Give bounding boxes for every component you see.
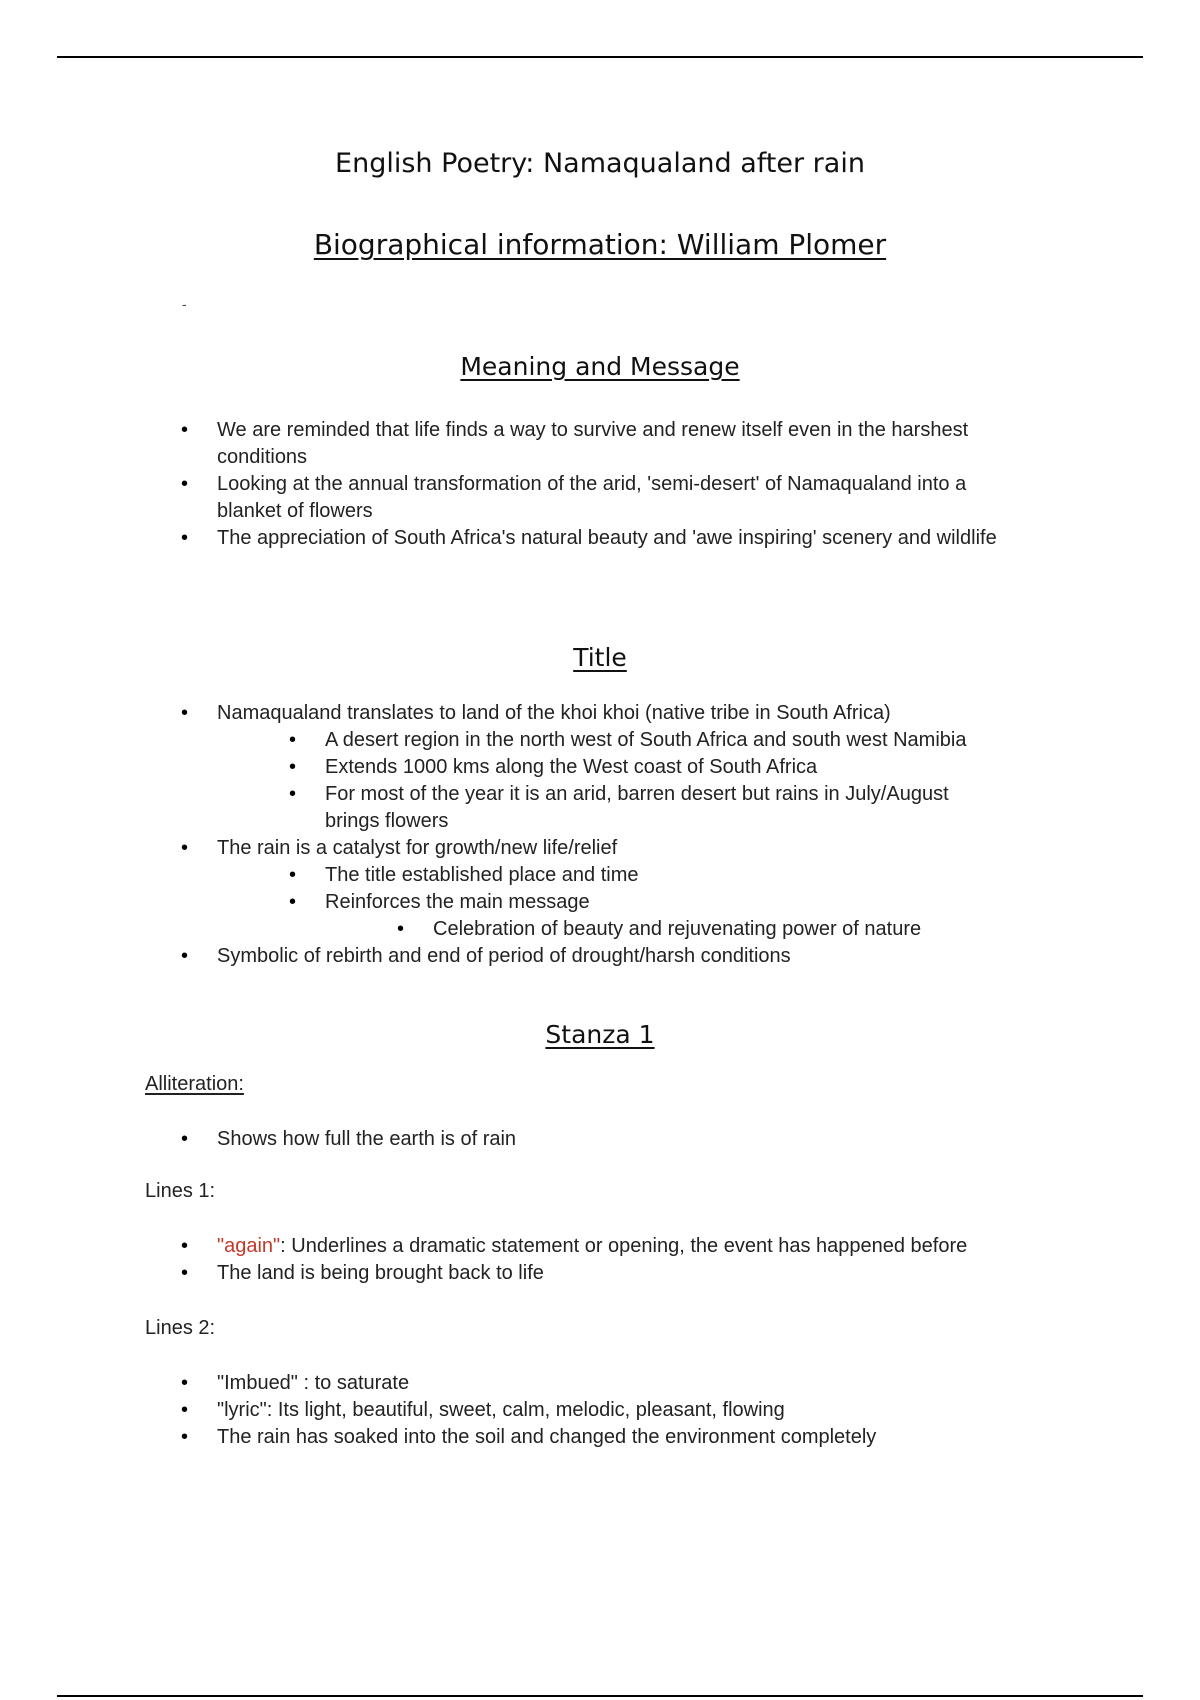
list-item-text: Reinforces the main message <box>325 891 590 913</box>
biography-heading: Biographical information: William Plomer <box>313 228 887 261</box>
lines1-label: Lines 1: <box>145 1180 216 1202</box>
title-section-heading: Title <box>573 643 627 672</box>
list-item <box>289 889 1001 943</box>
meaning-heading: Meaning and Message <box>460 352 740 381</box>
list-item: • The land is being brought back to life <box>181 1260 1001 1287</box>
biography-placeholder: - <box>182 296 187 312</box>
list-item-text: Namaqualand translates to land of the khoi khoi (native tribe in South Africa) <box>217 702 891 724</box>
list-item: • The title established place and time <box>289 862 1001 889</box>
list-item-text: The rain is a catalyst for growth/new life/relief <box>217 837 618 859</box>
quoted-word: "again" <box>217 1235 281 1257</box>
lines1-list <box>181 1233 1001 1287</box>
document-title: English Poetry: Namaqualand after rain <box>335 148 865 179</box>
list-item-text: : Underlines a dramatic statement or opening, the event has happened before <box>280 1235 968 1257</box>
sub-list <box>217 862 1001 943</box>
top-rule <box>57 56 1143 58</box>
list-item: • Symbolic of rebirth and end of period of drought/harsh conditions <box>181 943 1001 970</box>
list-item <box>181 700 1001 835</box>
list-item: • A desert region in the north west of South Africa and south west Namibia <box>289 727 1001 754</box>
stanza1-heading: Stanza 1 <box>545 1020 655 1049</box>
list-item: • For most of the year it is an arid, barren desert but rains in July/August brings flowers <box>289 781 1001 835</box>
list-item <box>181 1233 1001 1260</box>
list-item: • "lyric": Its light, beautiful, sweet, calm, melodic, pleasant, flowing <box>181 1397 1001 1424</box>
sub-list <box>217 727 1001 835</box>
bottom-rule <box>57 1695 1143 1697</box>
list-item: • We are reminded that life finds a way to survive and renew itself even in the harshest conditions <box>181 417 1001 471</box>
lines2-list <box>181 1370 1001 1451</box>
title-section-list <box>181 700 1001 970</box>
list-item: • Looking at the annual transformation of the arid, 'semi-desert' of Namaqualand into a blanket of flowers <box>181 471 1001 525</box>
list-item: • Shows how full the earth is of rain <box>181 1126 1001 1153</box>
list-item: • Celebration of beauty and rejuvenating power of nature <box>397 916 1001 943</box>
list-item: • "Imbued" : to saturate <box>181 1370 1001 1397</box>
sub-sub-list <box>325 916 1001 943</box>
list-item: • The rain has soaked into the soil and changed the environment completely <box>181 1424 1001 1451</box>
list-item: • The appreciation of South Africa's natural beauty and 'awe inspiring' scenery and wildlife <box>181 525 1001 552</box>
alliteration-list <box>181 1126 1001 1153</box>
lines2-label: Lines 2: <box>145 1317 216 1339</box>
list-item <box>181 835 1001 943</box>
alliteration-label: Alliteration: <box>145 1073 244 1095</box>
meaning-list <box>181 417 1001 552</box>
list-item: • Extends 1000 kms along the West coast of South Africa <box>289 754 1001 781</box>
